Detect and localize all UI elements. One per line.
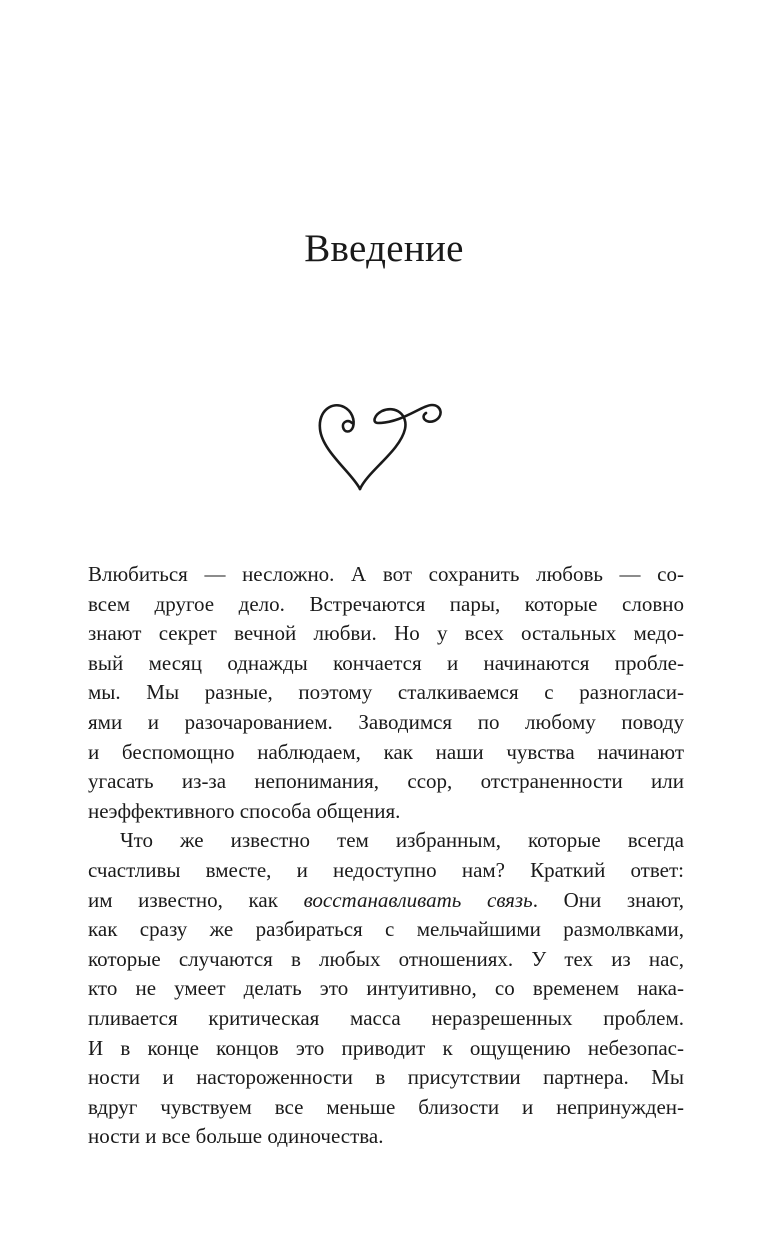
- text-line: ности и настороженности в присутствии партнера. Мы: [88, 1065, 684, 1090]
- text-line: ности и все больше одиночества.: [88, 1124, 384, 1149]
- text-line: вдруг чувствуем все меньше близости и непринужден-: [88, 1094, 684, 1119]
- text-line-with-emphasis: [88, 886, 684, 916]
- heart-flourish-icon: [310, 393, 450, 498]
- text-line: счастливы вместе, и недоступно нам? Краткий ответ:: [88, 857, 684, 882]
- text-line: И в конце концов это приводит к ощущению небезопас-: [88, 1035, 684, 1060]
- text-line: всем другое дело. Встречаются пары, которые словно: [88, 591, 684, 616]
- text-segment: им известно, как: [88, 887, 304, 912]
- text-line: которые случаются в любых отношениях. У тех из нас,: [88, 946, 684, 971]
- emphasis-text: восстанавливать связь: [303, 887, 533, 912]
- paragraph-1: [88, 560, 684, 826]
- text-line: угасать из-за непонимания, ссор, отстраненности или: [88, 769, 684, 794]
- body-text: [88, 560, 684, 1152]
- text-segment: . Они знают,: [532, 887, 685, 912]
- text-line: знают секрет вечной любви. Но у всех остальных медо-: [88, 621, 684, 646]
- text-line: Влюбиться — несложно. А вот сохранить любовь — со-: [88, 562, 684, 586]
- text-line: Что же известно тем избранным, которые всегда: [120, 828, 684, 853]
- text-line: мы. Мы разные, поэтому сталкиваемся с разногласи-: [88, 680, 684, 705]
- text-line: пливается критическая масса неразрешенных проблем.: [88, 1005, 684, 1030]
- text-line: кто не умеет делать это интуитивно, со временем нака-: [88, 976, 684, 1001]
- paragraph-2: [88, 826, 684, 1152]
- text-line: как сразу же разбираться с мельчайшими размолвками,: [88, 917, 684, 942]
- text-line: вый месяц однажды кончается и начинаются пробле-: [88, 650, 684, 675]
- chapter-title: Введение: [304, 227, 464, 270]
- text-line: ями и разочарованием. Заводимся по любому поводу: [88, 709, 684, 734]
- text-line: неэффективного способа общения.: [88, 798, 401, 823]
- text-line: и беспомощно наблюдаем, как наши чувства начинают: [88, 739, 684, 764]
